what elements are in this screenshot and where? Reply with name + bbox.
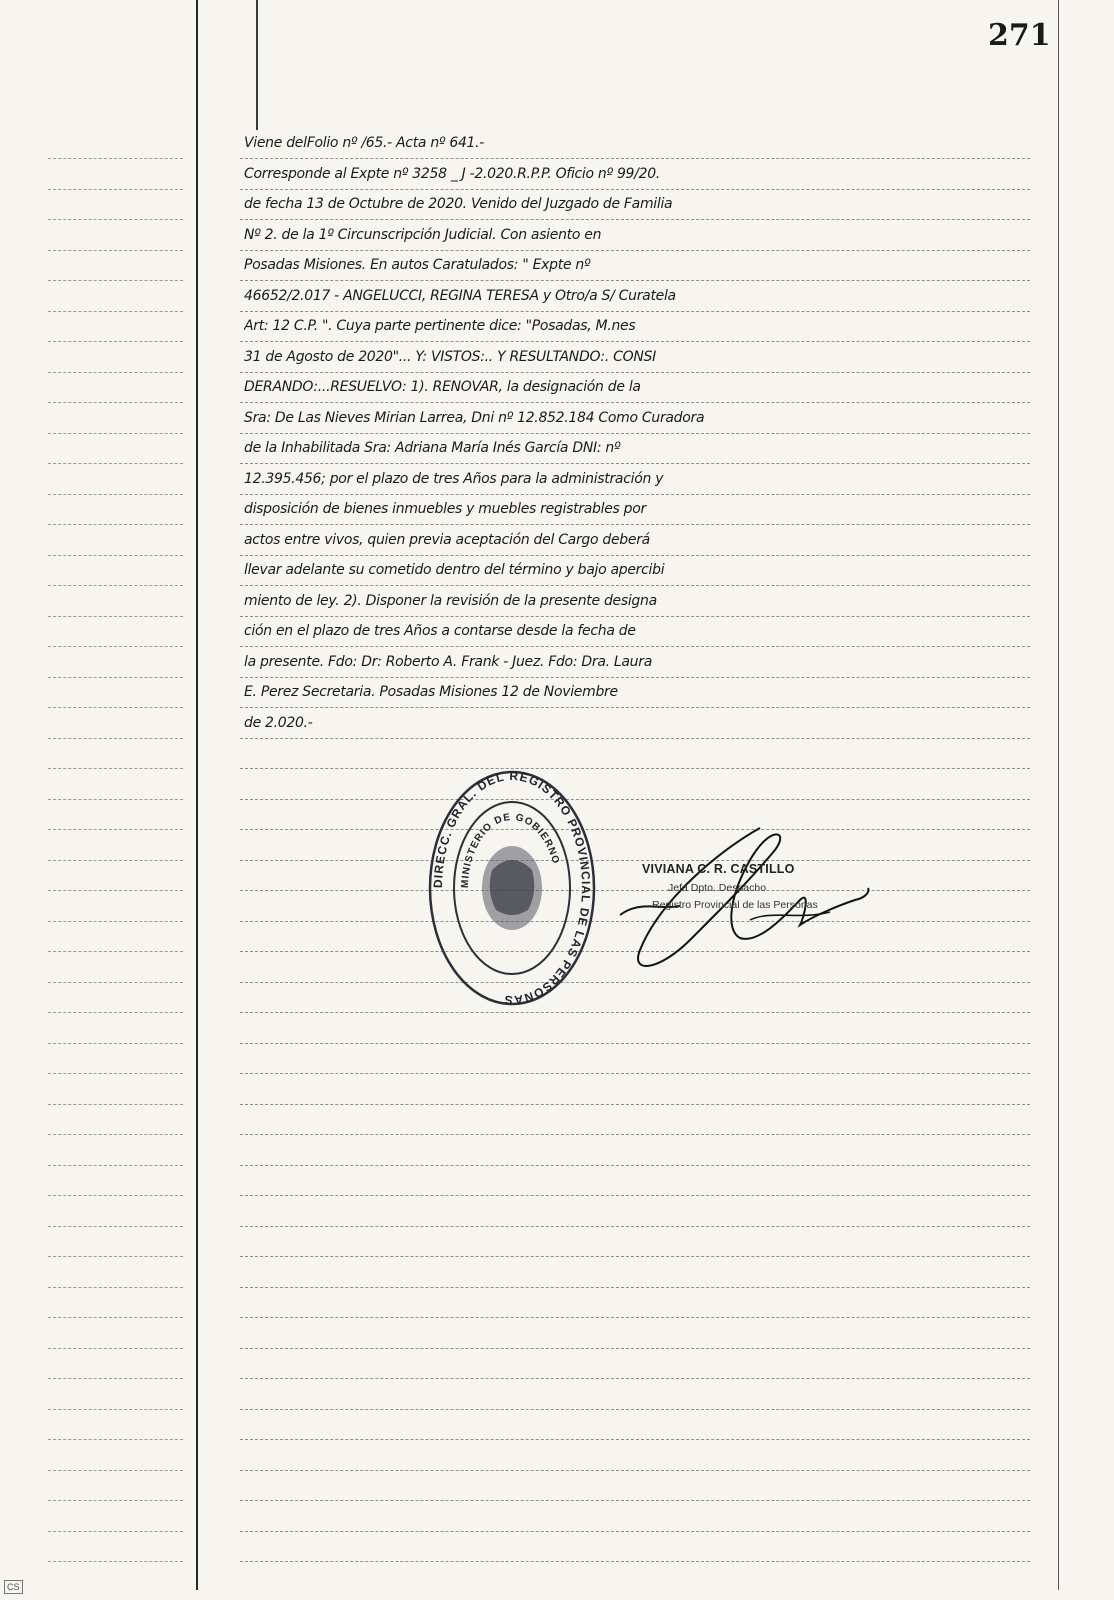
margin-tick (48, 890, 183, 891)
handwritten-line: de 2.020.- (244, 714, 313, 731)
handwritten-entry (244, 128, 1044, 738)
ruled-line (240, 1226, 1030, 1227)
margin-tick (48, 829, 183, 830)
ruled-line (240, 1104, 1030, 1105)
ruled-line (240, 1043, 1030, 1044)
signatory-title: Jefa Dpto. Despacho (668, 882, 767, 894)
handwritten-line: 12.395.456; por el plazo de tres Años para la administración y (244, 470, 664, 487)
scanner-badge: CS (4, 1580, 23, 1594)
handwritten-line: llevar adelante su cometido dentro del término y bajo apercibi (244, 562, 665, 578)
handwritten-line: ción en el plazo de tres Años a contarse desde la fecha de (244, 623, 636, 639)
signatory-office: Registro Provincial de las Personas (652, 899, 818, 911)
margin-tick (48, 189, 183, 190)
margin-tick (48, 1531, 183, 1532)
ruled-line (240, 1165, 1030, 1166)
ruled-line (240, 799, 1030, 800)
ruled-line (240, 982, 1030, 983)
handwritten-line: Art: 12 C.P. ". Cuya parte pertinente dice: "Posadas, M.nes (244, 318, 636, 334)
handwritten-line: Nº 2. de la 1º Circunscripción Judicial. Con asiento en (244, 226, 602, 243)
margin-tick (48, 1104, 183, 1105)
margin-tick (48, 860, 183, 861)
margin-tick (48, 1256, 183, 1257)
handwritten-line: miento de ley. 2). Disponer la revisión de la presente designa (244, 592, 657, 609)
handwritten-line: 46652/2.017 - ANGELUCCI, REGINA TERESA y Otro/a S/ Curatela (244, 287, 676, 304)
handwritten-line: E. Perez Secretaria. Posadas Misiones 12 de Noviembre (244, 684, 618, 700)
margin-tick (48, 1073, 183, 1074)
ruled-line (240, 1012, 1030, 1013)
margin-tick (48, 433, 183, 434)
ruled-line (240, 1287, 1030, 1288)
margin-tick (48, 1561, 183, 1562)
margin-tick (48, 1226, 183, 1227)
handwritten-line: Posadas Misiones. En autos Caratulados: " Expte nº (244, 257, 591, 273)
ruled-line (240, 1317, 1030, 1318)
margin-tick (48, 738, 183, 739)
ruled-line (240, 768, 1030, 769)
margin-tick (48, 1165, 183, 1166)
margin-tick (48, 1378, 183, 1379)
margin-tick (48, 402, 183, 403)
ruled-line (240, 1134, 1030, 1135)
margin-tick (48, 219, 183, 220)
handwritten-line: Corresponde al Expte nº 3258 _ J -2.020.R.P.P. Oficio nº 99/20. (244, 165, 660, 182)
handwritten-line: disposición de bienes inmuebles y muebles registrables por (244, 501, 646, 517)
margin-tick (48, 1287, 183, 1288)
signatory-name: VIVIANA C. R. CASTILLO (642, 862, 795, 876)
handwritten-line: la presente. Fdo: Dr: Roberto A. Frank - Juez. Fdo: Dra. Laura (244, 653, 652, 670)
margin-tick (48, 250, 183, 251)
ruled-line (240, 1195, 1030, 1196)
ruled-line (240, 1470, 1030, 1471)
handwritten-line: actos entre vivos, quien previa aceptación del Cargo deberá (244, 531, 650, 548)
margin-rule-top (256, 0, 258, 130)
margin-tick (48, 524, 183, 525)
margin-tick (48, 1195, 183, 1196)
margin-tick (48, 341, 183, 342)
margin-tick (48, 1500, 183, 1501)
margin-tick (48, 585, 183, 586)
margin-tick (48, 1348, 183, 1349)
margin-tick (48, 768, 183, 769)
seal-outer-text: DIRECC. GRAL. DEL REGISTRO PROVINCIAL DE LAS PERSONAS (430, 770, 594, 1006)
handwritten-line: Sra: De Las Nieves Mirian Larrea, Dni nº 12.852.184 Como Curadora (244, 409, 705, 426)
ruled-line (240, 1348, 1030, 1349)
ruled-line (240, 1073, 1030, 1074)
handwritten-line: de la Inhabilitada Sra: Adriana María Inés García DNI: nº (244, 440, 621, 456)
handwritten-line: 31 de Agosto de 2020"... Y: VISTOS:.. Y RESULTANDO:. CONSI (244, 348, 656, 365)
margin-tick (48, 707, 183, 708)
margin-tick (48, 1043, 183, 1044)
handwritten-line: de fecha 13 de Octubre de 2020. Venido del Juzgado de Familia (244, 196, 673, 212)
margin-tick (48, 1439, 183, 1440)
margin-tick (48, 982, 183, 983)
margin-tick (48, 1470, 183, 1471)
margin-tick (48, 616, 183, 617)
margin-tick (48, 555, 183, 556)
margin-tick (48, 1409, 183, 1410)
margin-tick (48, 494, 183, 495)
ruled-line (240, 1378, 1030, 1379)
margin-tick (48, 677, 183, 678)
ruled-line (240, 1531, 1030, 1532)
right-edge-rule (1058, 0, 1059, 1590)
ruled-line (240, 1500, 1030, 1501)
margin-tick (48, 951, 183, 952)
margin-tick (48, 1012, 183, 1013)
margin-tick (48, 158, 183, 159)
seal-inner-text: MINISTERIO DE GOBIERNO (459, 811, 562, 889)
margin-tick (48, 799, 183, 800)
margin-rule (196, 0, 198, 1590)
margin-tick (48, 646, 183, 647)
handwritten-line: DERANDO:...RESUELVO: 1). RENOVAR, la designación de la (244, 379, 641, 395)
margin-tick (48, 1134, 183, 1135)
ruled-line (240, 1409, 1030, 1410)
margin-tick (48, 280, 183, 281)
ruled-line (240, 1256, 1030, 1257)
handwritten-line: Viene delFolio nº /65.- Acta nº 641.- (244, 135, 485, 151)
folio-number: 271 (988, 18, 1051, 53)
margin-tick (48, 311, 183, 312)
margin-tick (48, 1317, 183, 1318)
official-seal (428, 770, 596, 1006)
ruled-line (240, 1439, 1030, 1440)
ruled-line (240, 1561, 1030, 1562)
margin-tick (48, 921, 183, 922)
margin-tick (48, 463, 183, 464)
margin-tick (48, 372, 183, 373)
